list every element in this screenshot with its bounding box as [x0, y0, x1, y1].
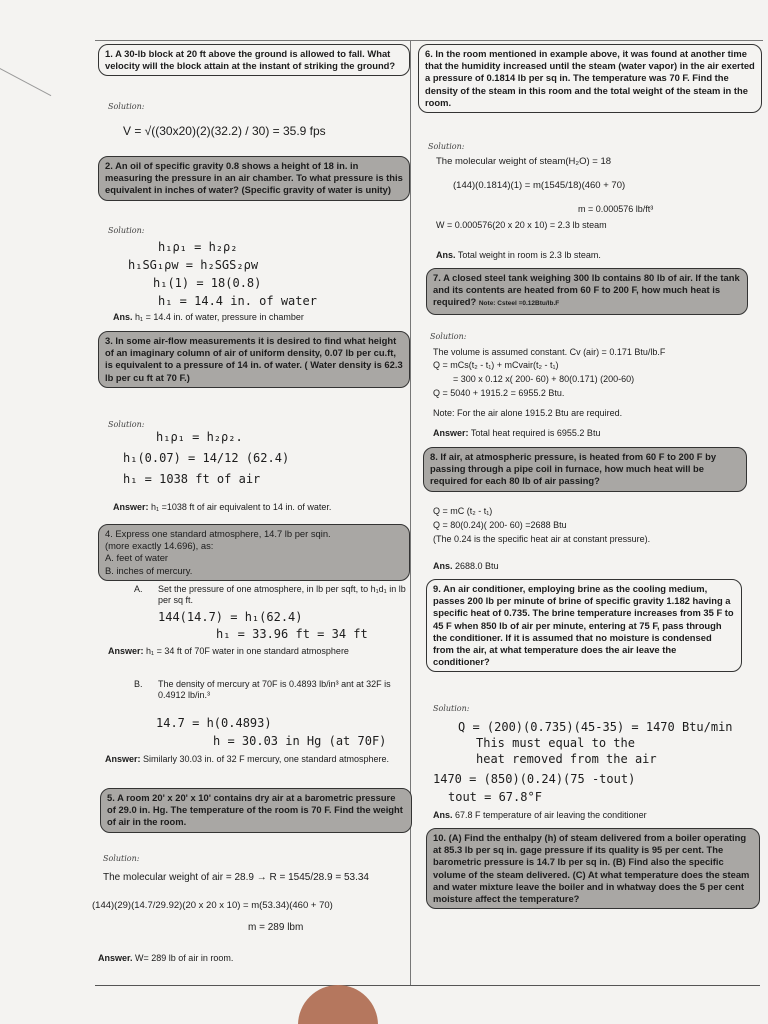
- solution-label: Solution:: [103, 854, 140, 863]
- problem-7-question: 7. A closed steel tank weighing 300 lb contains 80 lb of air. If the tank and its contents are heated from 60 F to 200 F, how much heat is required?: [433, 272, 740, 308]
- part-a-label: A.: [134, 584, 143, 594]
- problem-9-eq5: tout = 67.8°F: [448, 790, 542, 804]
- part-b-label: B.: [134, 679, 143, 689]
- part-b-answer: Answer: Similarly 30.03 in. of 32 F mercury, one standard atmosphere.: [105, 754, 389, 764]
- part-a-text: Set the pressure of one atmosphere, in lb per sqft, to h₁d₁ in lb per sq ft.: [158, 584, 406, 605]
- problem-6-eq4: W = 0.000576(20 x 20 x 10) = 2.3 lb steam: [436, 220, 607, 230]
- problem-9-question: 9. An air conditioner, employing brine as the cooling medium, passes 200 lb per minute of brine of specific gravity 1.182 having a specific heat of 0.735. The brine temperature increases from 35 F to 45 F when 850 lb of air per minute, entering at 75 F, pass through the conditioner. If it is assumed that no moisture is condensed from the air, at what temperature does the air leave the conditioner?: [433, 583, 734, 668]
- problem-9-eq2: This must equal to the: [476, 736, 635, 750]
- problem-5-question: 5. A room 20' x 20' x 10' contains dry air at a barometric pressure of 29.0 in. Hg. The temperature of the room is 70 F. Find the weight of air in the room.: [107, 792, 403, 828]
- problem-4-box: [98, 524, 410, 581]
- problem-1-equation: V = √((30x20)(2)(32.2) / 30) = 35.9 fps: [123, 124, 326, 138]
- solution-label: Solution:: [108, 226, 145, 235]
- problem-3-box: [98, 331, 410, 388]
- part-a-eq2: h₁ = 33.96 ft = 34 ft: [216, 627, 368, 641]
- problem-6-box: [418, 44, 762, 113]
- problem-3-eq2: h₁(0.07) = 14/12 (62.4): [123, 451, 290, 465]
- bottom-rule: [95, 985, 760, 986]
- page-corner-fold: [0, 0, 79, 96]
- problem-7-box: [426, 268, 748, 315]
- problem-9-eq4: 1470 = (850)(0.24)(75 -tout): [433, 772, 636, 786]
- part-a-eq1: 144(14.7) = h₁(62.4): [158, 610, 303, 624]
- problem-4-question-l4: B. inches of mercury.: [105, 564, 193, 576]
- problem-7-note2: Note: For the air alone 1915.2 Btu are required.: [433, 408, 623, 418]
- solution-label: Solution:: [108, 102, 145, 111]
- problem-7-eq3: = 300 x 0.12 x( 200- 60) + 80(0.171) (200-60): [453, 374, 635, 384]
- column-divider: [410, 40, 411, 986]
- problem-6-question: 6. In the room mentioned in example above, it was found at another time that the humidity increased until the steam (water vapor) in the air exerted a pressure of 0.1814 lb per sq in. The temperature was 70 F. Find the density of the steam in this room and the total weight of the steam in the room.: [425, 48, 755, 108]
- problem-4-question-l2: (more exactly 14.696), as:: [105, 540, 214, 552]
- solution-label: Solution:: [108, 420, 145, 429]
- problem-7-eq1: The volume is assumed constant. Cv (air) = 0.171 Btu/lb.F: [433, 347, 666, 357]
- problem-8-eq2: Q = 80(0.24)( 200- 60) =2688 Btu: [433, 520, 567, 530]
- problem-6-eq3: m = 0.000576 lb/ft³: [578, 204, 654, 214]
- part-b-eq2: h = 30.03 in Hg (at 70F): [213, 734, 387, 748]
- problem-7-answer: Answer: Total heat required is 6955.2 Btu: [433, 428, 601, 438]
- part-a-answer: Answer: h₁ = 34 ft of 70F water in one standard atmosphere: [108, 646, 349, 656]
- problem-5-eq3: m = 289 lbm: [248, 922, 304, 933]
- problem-8-note: (The 0.24 is the specific heat air at constant pressure).: [433, 534, 651, 544]
- top-rule: [95, 40, 763, 41]
- solution-label: Solution:: [430, 332, 467, 341]
- problem-5-eq1: The molecular weight of air = 28.9 → R = 1545/28.9 = 53.34: [103, 872, 369, 883]
- problem-2-answer: Ans. h₁ = 14.4 in. of water, pressure in chamber: [113, 312, 304, 322]
- solution-label: Solution:: [433, 704, 470, 713]
- problem-9-box: [426, 579, 742, 672]
- problem-7-eq2: Q = mCs(t₂ - t₁) + mCvair(t₂ - t₁): [433, 360, 559, 370]
- problem-1-box: [98, 44, 410, 76]
- part-b-eq1: 14.7 = h(0.4893): [156, 716, 272, 730]
- problem-3-eq3: h₁ = 1038 ft of air: [123, 472, 261, 486]
- problem-2-eq4: h₁ = 14.4 in. of water: [158, 294, 317, 308]
- problem-9-eq1: Q = (200)(0.735)(45-35) = 1470 Btu/min: [458, 720, 733, 734]
- problem-6-eq1: The molecular weight of steam(H₂O) = 18: [436, 156, 612, 167]
- problem-4-question-l1: 4. Express one standard atmosphere, 14.7 lb per sqin.: [105, 528, 331, 539]
- problem-2-eq3: h₁(1) = 18(0.8): [153, 276, 262, 290]
- problem-5-eq2: (144)(29)(14.7/29.92)(20 x 20 x 10) = m(53.34)(460 + 70): [92, 900, 333, 911]
- problem-3-question: 3. In some air-flow measurements it is desired to find what height of an imaginary column of air of uniform density, 0.07 lb per cu.ft, is equivalent to a pressure of 14 in. of water. ( Water density is 62.3 lb per cu ft at 70 F.): [105, 335, 403, 383]
- problem-7-note: Note: Csteel =0.12Btu/lb.F: [478, 300, 560, 308]
- problem-10-question: 10. (A) Find the enthalpy (h) of steam delivered from a boiler operating at 85.3 lb per sq in. gage pressure if its quality is 95 per cent. The barometric pressure is 14.7 lb per sq in. (B) Find also the specific volume of the steam delivered. (C) At what temperature does the steam and water mixture leave the boiler and in whatway does the 5 per cent moisture affect the temperature?: [433, 832, 750, 905]
- problem-10-box: [426, 828, 760, 909]
- problem-1-question: 1. A 30-lb block at 20 ft above the ground is allowed to fall. What velocity will the block attain at the instant of striking the ground?: [105, 48, 396, 72]
- problem-6-answer: Ans. Total weight in room is 2.3 lb steam.: [436, 250, 601, 260]
- problem-3-eq1: h₁ρ₁ = h₂ρ₂.: [156, 430, 243, 444]
- problem-7-eq4: Q = 5040 + 1915.2 = 6955.2 Btu.: [433, 388, 565, 398]
- problem-2-box: [98, 156, 410, 201]
- problem-2-eq2: h₁SG₁ρw = h₂SGS₂ρw: [128, 258, 259, 272]
- problem-8-answer: Ans. 2688.0 Btu: [433, 561, 499, 571]
- problem-8-question: 8. If air, at atmospheric pressure, is heated from 60 F to 200 F by passing through a pipe coil in furnace, how much heat will be required for each 80 lb of air passing?: [430, 451, 717, 487]
- problem-2-question: 2. An oil of specific gravity 0.8 shows a height of 18 in. in measuring the pressure in an air chamber. To what pressure is this equivalent in inches of water? (Specific gravity of water is unity): [105, 160, 403, 196]
- problem-9-eq3: heat removed from the air: [476, 752, 657, 766]
- part-b-text: The density of mercury at 70F is 0.4893 lb/in³ ant at 32F is 0.4912 lb/in.³: [158, 679, 391, 700]
- problem-9-answer: Ans. 67.8 F temperature of air leaving the conditioner: [433, 810, 647, 820]
- problem-3-answer: Answer: h₁ =1038 ft of air equivalent to 14 in. of water.: [113, 502, 332, 512]
- problem-4-question-l3: A. feet of water: [105, 552, 169, 564]
- thumb-in-frame: [298, 985, 378, 1024]
- problem-2-eq1: h₁ρ₁ = h₂ρ₂: [158, 240, 238, 254]
- problem-5-answer: Answer. W= 289 lb of air in room.: [98, 953, 234, 963]
- solution-label: Solution:: [428, 142, 465, 151]
- problem-8-eq1: Q = mC (t₂ - t₁): [433, 506, 493, 516]
- problem-8-box: [423, 447, 747, 492]
- problem-5-box: [100, 788, 412, 833]
- problem-6-eq2: (144)(0.1814)(1) = m(1545/18)(460 + 70): [453, 180, 626, 191]
